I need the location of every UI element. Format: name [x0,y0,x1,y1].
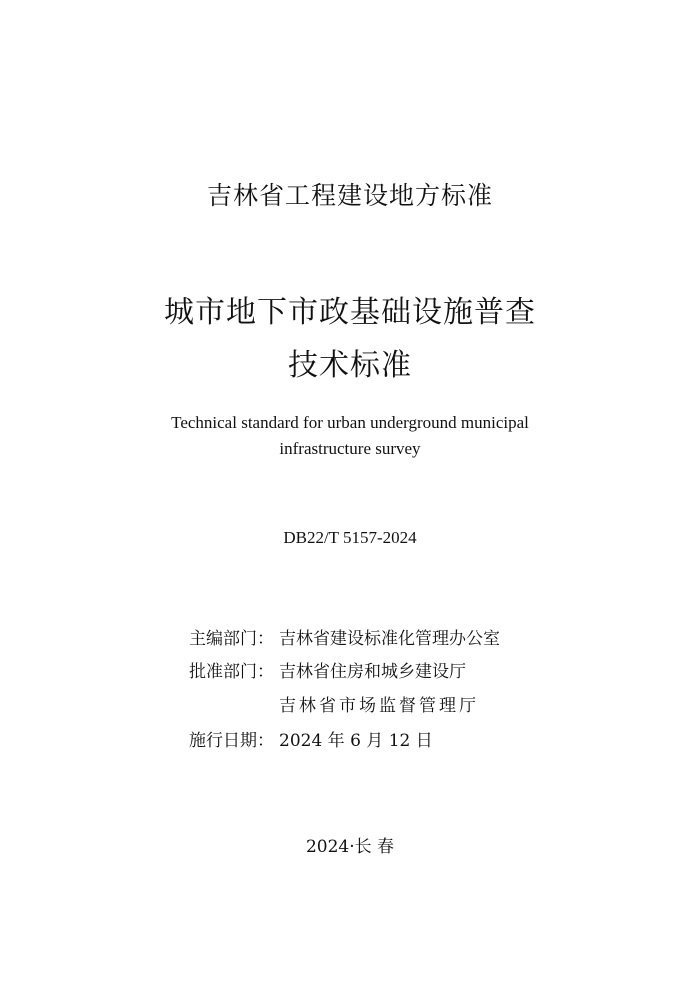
approver-value-2: 吉林省市场监督管理厅 [279,696,479,716]
title-line-1: 城市地下市政基础设施普查 [164,295,536,330]
approver-value-1: 吉林省住房和城乡建设厅 [279,662,466,682]
english-title-line-2: infrastructure survey [279,439,421,458]
standard-code: DB22/T 5157-2024 [283,528,417,547]
effective-date-row [189,726,433,750]
effective-date-label: 施行日期： [189,731,274,751]
editor-row [189,624,500,648]
publication-place-year: 2024·长 春 [305,837,395,857]
english-title-line-1: Technical standard for urban underground municipal [171,413,529,432]
title-line-2: 技术标准 [288,348,412,383]
approver-row-2 [189,691,479,715]
editor-value: 吉林省建设标准化管理办公室 [279,629,500,649]
standard-series: 吉林省工程建设地方标准 [206,181,493,210]
effective-date-value: 2024 年 6 月 12 日 [279,731,433,751]
approver-row [189,657,466,681]
approver-label: 批准部门： [189,662,274,682]
editor-label: 主编部门： [189,629,274,649]
